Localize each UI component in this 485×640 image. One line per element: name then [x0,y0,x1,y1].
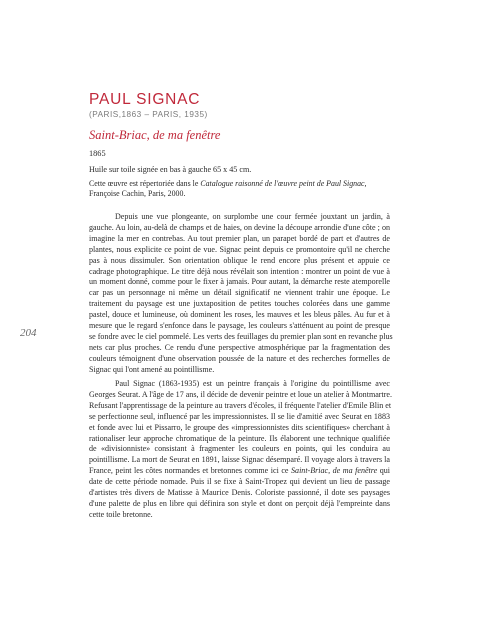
paragraph-line: pas à nous dissimuler. Son orientation oblique le rend encore plus présent et appuie ce [89,255,390,265]
artwork-title: Saint-Briac, de ma fenêtre [89,128,221,142]
paragraph-line: plantes, nous explicite ce point de vue. Signac peint depuis ce promontoire qu'il ne cherche [89,244,390,254]
inline-artwork-title: Saint-Briac, de ma fenêtre [291,466,378,476]
paragraph-line: d'une palette de plus en libre qui définira son style et dont on perçoit déjà l'empreinte dans [89,498,390,508]
paragraph-line: se fondre avec le ciel pommelé. Les verts des feuillages du premier plan sont en revanche plus [89,331,393,341]
paragraph-line: de «divisionniste» consistant à fragmenter les couleurs en points, qui les conduira au [89,444,390,454]
paragraph-line: France, peint les côtes normandes et bretonnes comme ici ce Saint-Briac, de ma fenêtre qui [89,466,390,476]
catalogue-note-line-1: Cette œuvre est répertoriée dans le Catalogue raisonné de l'œuvre peint de Paul Signac, [89,179,367,188]
page-number: 204 [20,327,37,339]
paragraph-line: d'artistes très divers de Matisse à Maurice Denis. Coloriste passionné, il dote ses paysages [89,488,390,498]
paragraph-line: pointillisme. La mort de Seurat en 1891, laisse Signac désemparé. Il voyage alors à travers la [89,455,390,465]
paragraph-description [89,212,393,376]
artist-name: PAUL SIGNAC [89,91,201,108]
paragraph-line: et fonde avec lui et Pissarro, le groupe des «impressionnistes dits scientifiques» cherchant à [89,422,390,432]
paragraph-line: nets car plus proches. Ce rendu d'une perspective atmosphérique par la fragmentation des [89,342,390,352]
artist-dates: (PARIS,1863 – PARIS, 1935) [89,110,208,119]
paragraph-line: imagine la mer en contrebas. Au tout premier plan, un parapet bordé de part et d'autres de [89,233,390,243]
artwork-year: 1865 [89,149,106,158]
paragraph-line: Paul Signac (1863-1935) est un peintre français à l'origine du pointillisme avec [115,379,390,388]
paragraph-line: traitement du paysage est une juxtaposition de petites touches colorées dans une gamme [89,299,390,309]
catalogue-title: Catalogue raisonné de l'œuvre peint de Paul Signac [200,179,365,188]
paragraph-line: Refusant l'apprentissage de la peinture au travers d'écoles, il fréquente l'atelier d'Emile Blin et [89,400,392,410]
paragraph-line: mesure que le regard s'enfonce dans le paysage, les couleurs s'atténuent au point de presque [89,321,390,331]
paragraph-line: cadrage photographique. Le titre déjà nous révélait son intention : montrer un point de vue à [89,266,390,276]
paragraph-line: un moment donné, comme pour le fixer à jamais. Pour autant, la démarche reste atemporelle [89,277,390,287]
paragraph-line: Signac qui l'ont amené au pointillisme. [89,364,215,374]
catalogue-note [89,179,389,199]
artwork-medium: Huile sur toile signée en bas à gauche 65 x 45 cm. [89,165,252,174]
catalogue-note-line-2: Françoise Cachin, Paris, 2000. [89,189,186,198]
paragraph-line: pastel, douce et lumineuse, où dominent les roses, les mauves et les bleus pâles. Au fur et à [89,310,390,320]
paragraph-line: car pas un personnage ni même un détail significatif ne viennent trahir une époque. Le [89,288,390,298]
paragraph-line: cette toile bretonne. [89,509,153,519]
paragraph-line: Depuis une vue plongeante, on surplombe une cour fermée jouxtant un jardin, à [115,212,390,221]
paragraph-biography [89,379,390,521]
paragraph-line: date de cette période nomade. Puis il se fixe à Saint-Tropez qui devient un lieu de passage [89,477,390,487]
paragraph-line: se perfectionne seul, influencé par les impressionnistes. Il se lie d'amitié avec Seurat en 1883 [89,411,390,421]
paragraph-line: rationaliser leur approche chromatique de la peinture. Ils élaborent une technique qualifiée [89,433,390,443]
paragraph-line: Georges Seurat. A l'âge de 17 ans, il décide de devenir peintre et loue un atelier à Montmartre. [89,389,392,399]
paragraph-line: gauche. Au loin, au-delà de champs et de haies, on devine la découpe arrondie d'une côte ; on [89,222,390,232]
paragraph-line: couleurs témoignent d'une observation poussée de la nature et des recherches formelles de [89,353,390,363]
